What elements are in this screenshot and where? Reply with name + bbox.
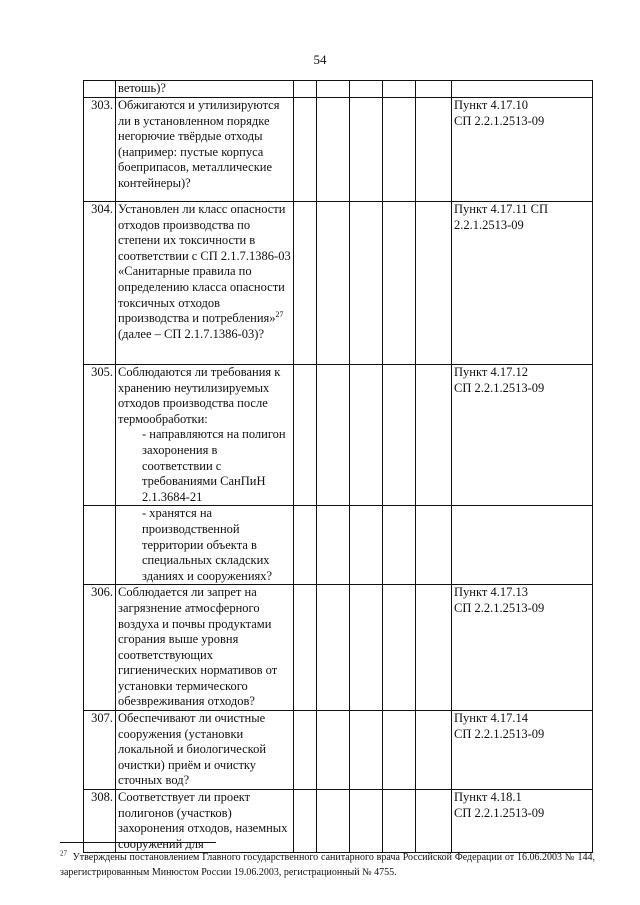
footnote-marker: 27 <box>275 310 284 319</box>
table-row <box>84 506 593 585</box>
footnote-divider <box>60 842 216 843</box>
reference-cell: Пункт 4.17.13 СП 2.2.1.2513-09 <box>452 585 593 711</box>
reference-cell <box>452 506 593 585</box>
answer-cell <box>294 202 317 365</box>
answer-cell <box>317 365 350 506</box>
answer-cell <box>294 365 317 506</box>
answer-cell <box>317 790 350 853</box>
answer-cell <box>383 81 416 98</box>
question-cell: ветошь)? <box>116 81 294 98</box>
reference-cell <box>452 81 593 98</box>
footnote-marker: 27 <box>60 849 67 858</box>
footnote <box>60 850 595 880</box>
answer-cell <box>317 81 350 98</box>
table-row <box>84 98 593 202</box>
table-row <box>84 585 593 711</box>
page-number: 54 <box>313 52 327 67</box>
table-row <box>84 711 593 790</box>
answer-cell <box>294 790 317 853</box>
answer-cell <box>294 711 317 790</box>
answer-cell <box>317 98 350 202</box>
answer-cell <box>317 202 350 365</box>
question-cell: Соблюдается ли запрет на загрязнение атмосферного воздуха и почвы продуктами сгорания выше уровня соответствующих гигиенических нормативов от установки термического обезвреживания отходов? <box>116 585 294 711</box>
answer-cell <box>350 585 383 711</box>
answer-cell <box>383 711 416 790</box>
answer-cell <box>383 202 416 365</box>
answer-cell <box>350 81 383 98</box>
checklist-table <box>83 80 593 853</box>
answer-cell <box>294 506 317 585</box>
answer-cell <box>294 585 317 711</box>
answer-cell <box>416 711 452 790</box>
table-row <box>84 81 593 98</box>
answer-cell <box>416 81 452 98</box>
answer-cell <box>350 202 383 365</box>
answer-cell <box>416 790 452 853</box>
row-number <box>84 81 116 98</box>
reference-cell: Пункт 4.17.14 СП 2.2.1.2513-09 <box>452 711 593 790</box>
row-number <box>84 506 116 585</box>
answer-cell <box>416 98 452 202</box>
reference-cell: Пункт 4.17.10 СП 2.2.1.2513-09 <box>452 98 593 202</box>
table-row <box>84 202 593 365</box>
question-cell: Соблюдаются ли требования к хранению неутилизируемых отходов производства после термообработки: - направляются на полигон захоронения в соответствии с требованиями СанПиН 2.1.3684-21 <box>116 365 294 506</box>
row-number: 306. <box>84 585 116 711</box>
answer-cell <box>294 81 317 98</box>
row-number: 303. <box>84 98 116 202</box>
answer-cell <box>383 365 416 506</box>
answer-cell <box>350 98 383 202</box>
row-number: 308. <box>84 790 116 853</box>
answer-cell <box>294 98 317 202</box>
answer-cell <box>350 365 383 506</box>
answer-cell <box>383 585 416 711</box>
answer-cell <box>317 711 350 790</box>
answer-cell <box>416 506 452 585</box>
question-cell: Обеспечивают ли очистные сооружения (установки локальной и биологической очистки) приём и очистку сточных вод? <box>116 711 294 790</box>
answer-cell <box>416 585 452 711</box>
answer-cell <box>383 506 416 585</box>
table-row <box>84 365 593 506</box>
question-cell: Установлен ли класс опасности отходов производства по степени их токсичности в соответствии с СП 2.1.7.1386-03 «Санитарные правила по определению класса опасности токсичных отходов производства и потребления»$^{27}$ (далее – СП 2.1.7.1386-03)? <box>116 202 294 365</box>
answer-cell <box>416 202 452 365</box>
reference-cell: Пункт 4.17.11 СП 2.2.1.2513-09 <box>452 202 593 365</box>
answer-cell <box>350 711 383 790</box>
table-row <box>84 790 593 853</box>
answer-cell <box>383 790 416 853</box>
answer-cell <box>383 98 416 202</box>
row-number: 305. <box>84 365 116 506</box>
row-number: 304. <box>84 202 116 365</box>
question-cell: - хранятся на производственной территории объекта в специальных складских зданиях и сооружениях? <box>116 506 294 585</box>
footnote-text: Утверждены постановлением Главного государственного санитарного врача Российской Федерации от 16.06.2003 № 144, зарегистрированным Минюстом России 19.06.2003, регистрационный № 4755. <box>60 852 596 878</box>
answer-cell <box>350 790 383 853</box>
question-cell: Соответствует ли проект полигонов (участков) захоронения отходов, наземных сооружений для <box>116 790 294 853</box>
answer-cell <box>317 585 350 711</box>
answer-cell <box>416 365 452 506</box>
row-number: 307. <box>84 711 116 790</box>
reference-cell: Пункт 4.17.12 СП 2.2.1.2513-09 <box>452 365 593 506</box>
question-cell: Обжигаются и утилизируются ли в установленном порядке негорючие твёрдые отходы (например: пустые корпуса боеприпасов, металлические контейнеры)? <box>116 98 294 202</box>
answer-cell <box>317 506 350 585</box>
answer-cell <box>350 506 383 585</box>
reference-cell: Пункт 4.18.1 СП 2.2.1.2513-09 <box>452 790 593 853</box>
